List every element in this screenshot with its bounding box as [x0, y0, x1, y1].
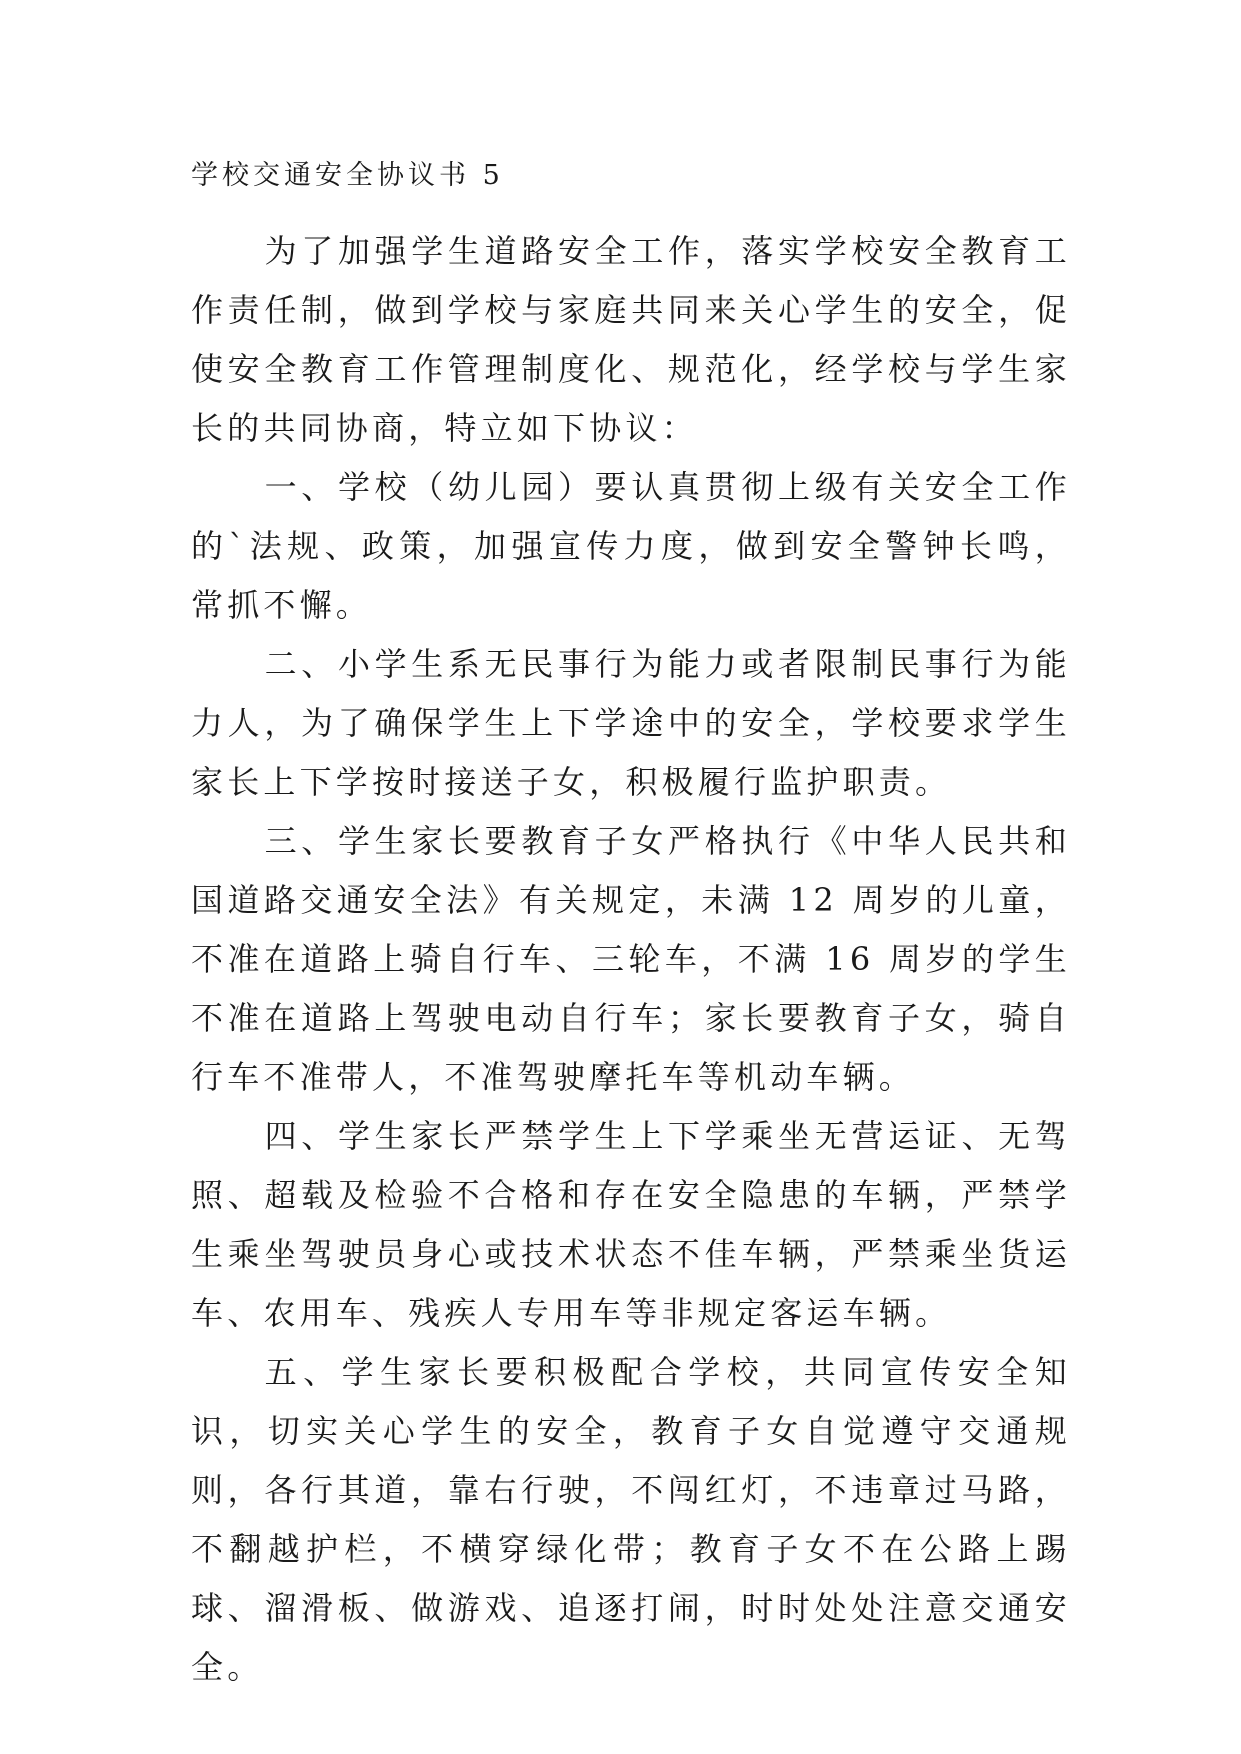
document-title: 学校交通安全协议书 5: [191, 160, 504, 191]
paragraph-clause-4: 四、学生家长严禁学生上下学乘坐无营运证、无驾照、超载及检验不合格和存在安全隐患的车辆，严禁学生乘坐驾驶员身心或技术状态不佳车辆，严禁乘坐货运车、农用车、残疾人专用车等非规定客运车辆。: [191, 1117, 1071, 1332]
document-body: [191, 222, 1071, 1697]
paragraph-clause-1: 一、学校（幼儿园）要认真贯彻上级有关安全工作的`法规、政策，加强宣传力度，做到安全警钟长鸣，常抓不懈。: [191, 468, 1071, 624]
paragraph-intro: 为了加强学生道路安全工作，落实学校安全教育工作责任制，做到学校与家庭共同来关心学生的安全，促使安全教育工作管理制度化、规范化，经学校与学生家长的共同协商，特立如下协议：: [191, 232, 1071, 447]
paragraph-clause-3: 三、学生家长要教育子女严格执行《中华人民共和国道路交通安全法》有关规定，未满 12 周岁的儿童，不准在道路上骑自行车、三轮车，不满 16 周岁的学生不准在道路上驾驶电动自行车；家长要教育子女，骑自行车不准带人，不准驾驶摩托车等机动车辆。: [191, 822, 1071, 1096]
paragraph-clause-5: 五、学生家长要积极配合学校，共同宣传安全知识，切实关心学生的安全，教育子女自觉遵守交通规则，各行其道，靠右行驶，不闯红灯，不违章过马路，不翻越护栏，不横穿绿化带；教育子女不在公路上踢球、溜滑板、做游戏、追逐打闹，时时处处注意交通安全。: [191, 1353, 1071, 1686]
paragraph-clause-2: 二、小学生系无民事行为能力或者限制民事行为能力人，为了确保学生上下学途中的安全，学校要求学生家长上下学按时接送子女，积极履行监护职责。: [191, 645, 1071, 801]
